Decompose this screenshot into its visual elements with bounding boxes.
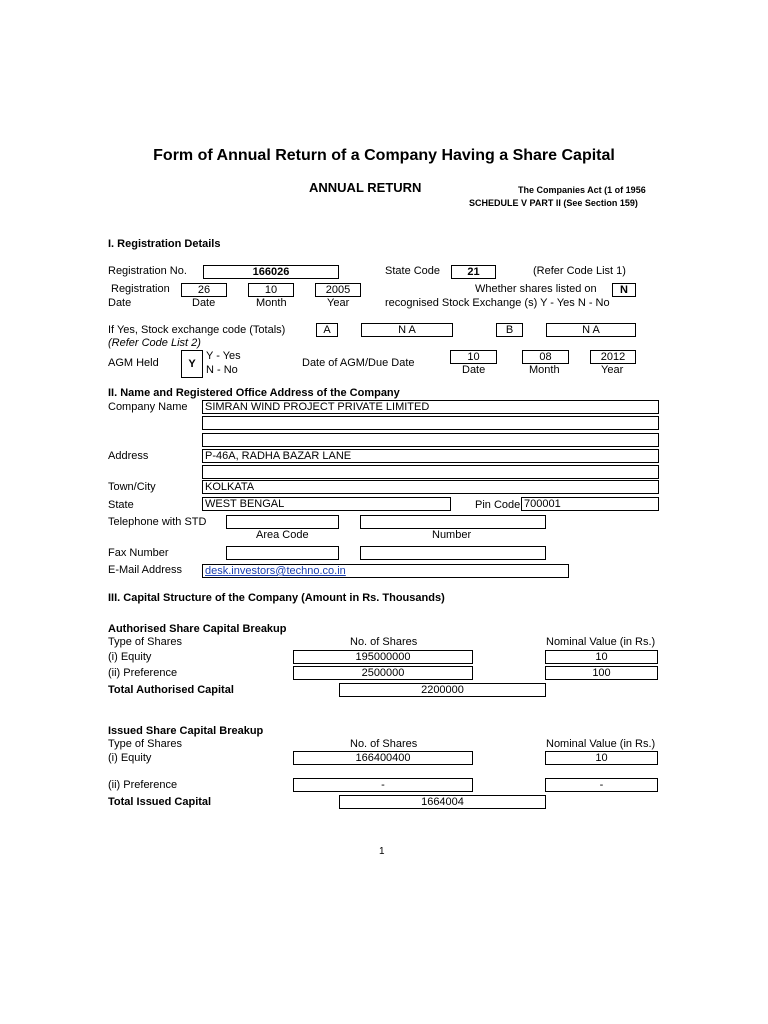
agm-no-option: N - No (206, 364, 238, 376)
authorised-pref-nominal-field[interactable]: 100 (545, 666, 658, 680)
address-label: Address (108, 450, 149, 462)
state-code-label: State Code (385, 265, 441, 277)
email-link[interactable]: desk.investors@techno.co.in (205, 565, 346, 577)
agm-year-caption: Year (601, 364, 624, 376)
agm-date-label: Date of AGM/Due Date (302, 357, 415, 369)
reg-date-label: Registration (111, 283, 170, 295)
town-label: Town/City (108, 481, 156, 493)
pin-code-label: Pin Code (475, 499, 521, 511)
reg-day-caption: Date (192, 297, 216, 309)
address-line-2[interactable] (202, 465, 659, 479)
authorised-equity-shares-field[interactable]: 195000000 (293, 650, 473, 664)
company-name-field[interactable]: SIMRAN WIND PROJECT PRIVATE LIMITED (202, 400, 659, 414)
reg-year-field[interactable]: 2005 (315, 283, 361, 297)
area-code-caption: Area Code (256, 529, 309, 541)
refer-code-list-2: (Refer Code List 2) (108, 337, 201, 349)
authorised-pref-label: (ii) Preference (108, 667, 178, 679)
telephone-label: Telephone with STD (108, 516, 207, 528)
issued-equity-label: (i) Equity (108, 752, 152, 764)
agm-held-field[interactable]: Y (181, 350, 203, 378)
authorised-equity-label: (i) Equity (108, 651, 152, 663)
telephone-area-code-field[interactable] (226, 515, 339, 529)
authorised-heading: Authorised Share Capital Breakup (108, 623, 287, 635)
issued-equity-nominal-field[interactable]: 10 (545, 751, 658, 765)
state-label: State (108, 499, 134, 511)
issued-heading: Issued Share Capital Breakup (108, 725, 264, 737)
reg-no-field[interactable]: 166026 (203, 265, 339, 279)
recognised-exchange-label: recognised Stock Exchange (s) Y - Yes N - No (385, 297, 610, 309)
pin-code-field[interactable]: 700001 (521, 497, 659, 511)
issued-pref-shares-field[interactable]: - (293, 778, 473, 792)
issued-nominal-label: Nominal Value (in Rs.) (546, 738, 656, 750)
reg-year-caption: Year (327, 297, 350, 309)
agm-day-field[interactable]: 10 (450, 350, 497, 364)
issued-no-shares-label: No. of Shares (350, 738, 418, 750)
agm-month-caption: Month (529, 364, 560, 376)
issued-equity-shares-field[interactable]: 166400400 (293, 751, 473, 765)
number-caption: Number (432, 529, 472, 541)
reg-no-label: Registration No. (108, 265, 187, 277)
schedule-reference: SCHEDULE V PART II (See Section 159) (469, 198, 638, 208)
fax-number-field[interactable] (360, 546, 546, 560)
code-b-field[interactable]: B (496, 323, 523, 337)
agm-yes-option: Y - Yes (206, 350, 241, 362)
refer-code-list-1: (Refer Code List 1) (533, 265, 626, 277)
stock-code-label: If Yes, Stock exchange code (Totals) (108, 324, 286, 336)
section3-heading: III. Capital Structure of the Company (Amount in Rs. Thousands) (108, 592, 445, 604)
form-subtitle: ANNUAL RETURN (309, 180, 422, 195)
page-number: 1 (379, 846, 385, 857)
email-field[interactable] (202, 564, 569, 578)
town-field[interactable]: KOLKATA (202, 480, 659, 494)
authorised-pref-shares-field[interactable]: 2500000 (293, 666, 473, 680)
agm-day-caption: Date (462, 364, 486, 376)
whether-listed-label: Whether shares listed on (475, 283, 597, 295)
total-authorised-field[interactable]: 2200000 (339, 683, 546, 697)
state-field[interactable]: WEST BENGAL (202, 497, 451, 511)
section2-heading: II. Name and Registered Office Address of the Company (108, 387, 400, 399)
code-a-value-field[interactable]: N A (361, 323, 453, 337)
code-a-field[interactable]: A (316, 323, 338, 337)
reg-date-label-2: Date (108, 297, 132, 309)
email-label: E-Mail Address (108, 564, 182, 576)
act-reference: The Companies Act (1 of 1956 (518, 185, 646, 195)
telephone-number-field[interactable] (360, 515, 546, 529)
issued-pref-label: (ii) Preference (108, 779, 178, 791)
company-name-line-2[interactable] (202, 416, 659, 430)
total-issued-field[interactable]: 1664004 (339, 795, 546, 809)
state-code-field[interactable]: 21 (451, 265, 496, 279)
fax-label: Fax Number (108, 547, 169, 559)
company-name-label: Company Name (108, 401, 188, 413)
issued-pref-nominal-field[interactable]: - (545, 778, 658, 792)
authorised-type-label: Type of Shares (108, 636, 182, 648)
fax-area-code-field[interactable] (226, 546, 339, 560)
issued-type-label: Type of Shares (108, 738, 182, 750)
total-issued-label: Total Issued Capital (108, 796, 212, 808)
authorised-equity-nominal-field[interactable]: 10 (545, 650, 658, 664)
total-authorised-label: Total Authorised Capital (108, 684, 234, 696)
reg-day-field[interactable]: 26 (181, 283, 227, 297)
agm-month-field[interactable]: 08 (522, 350, 569, 364)
authorised-no-shares-label: No. of Shares (350, 636, 418, 648)
company-name-line-3[interactable] (202, 433, 659, 447)
reg-month-caption: Month (256, 297, 287, 309)
address-field[interactable]: P-46A, RADHA BAZAR LANE (202, 449, 659, 463)
reg-month-field[interactable]: 10 (248, 283, 294, 297)
form-title: Form of Annual Return of a Company Having a Share Capital (153, 147, 615, 164)
authorised-nominal-label: Nominal Value (in Rs.) (546, 636, 656, 648)
agm-year-field[interactable]: 2012 (590, 350, 636, 364)
agm-held-label: AGM Held (108, 357, 159, 369)
listed-field[interactable]: N (612, 283, 636, 297)
code-b-value-field[interactable]: N A (546, 323, 636, 337)
section1-heading: I. Registration Details (108, 238, 221, 250)
